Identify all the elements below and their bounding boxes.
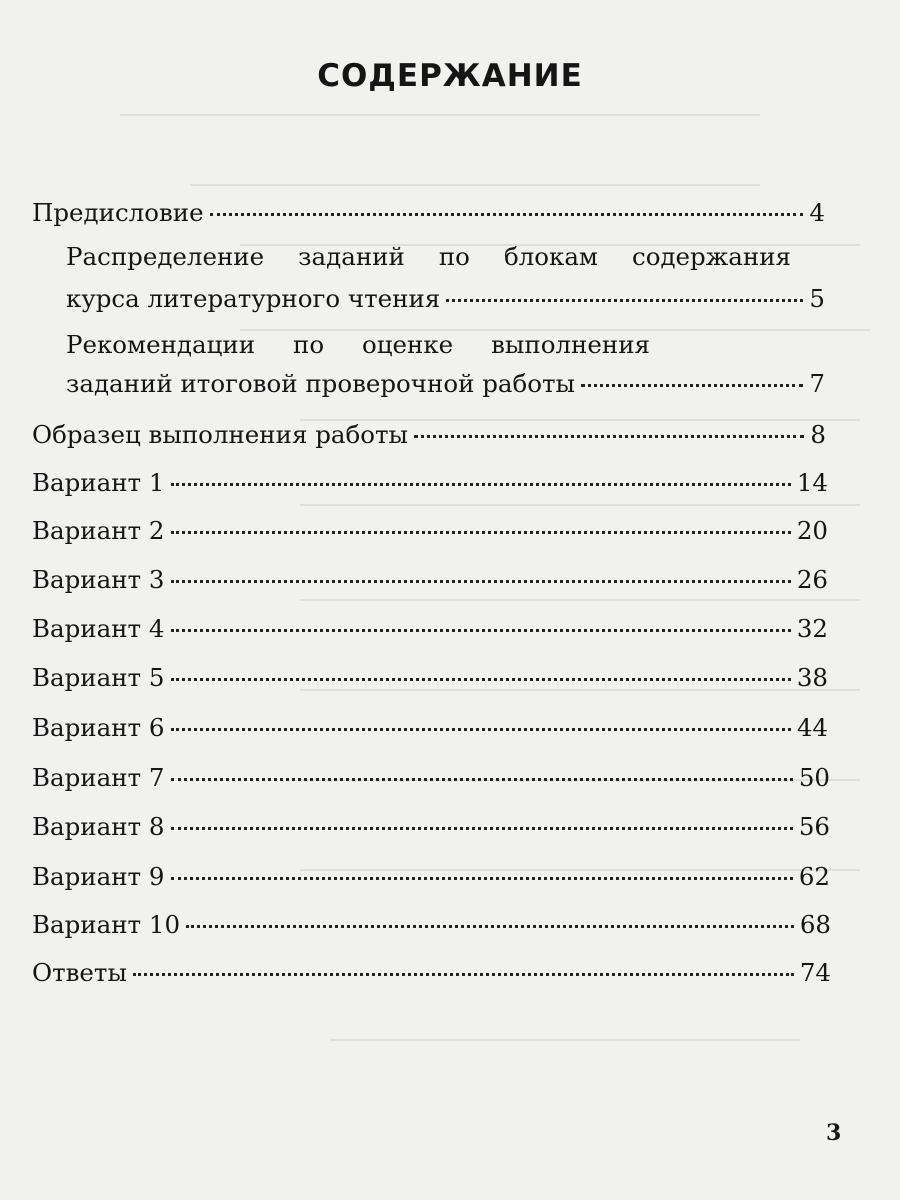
toc-page-number: 38 xyxy=(796,663,828,692)
toc-label: Вариант 9 xyxy=(32,862,165,891)
toc-label: заданий итоговой проверочной работы xyxy=(66,369,576,398)
toc-page-number: 4 xyxy=(809,198,825,227)
dot-leader xyxy=(186,925,794,928)
toc-label: Вариант 7 xyxy=(32,763,165,792)
dot-leader xyxy=(171,531,791,534)
page-number: 3 xyxy=(826,1120,842,1146)
toc-word: заданий xyxy=(298,242,405,271)
toc-page-number: 74 xyxy=(799,958,831,987)
toc-label: Вариант 6 xyxy=(32,713,165,742)
toc-entry-recommendations-line1 xyxy=(66,330,650,360)
toc-entry-variant[interactable] xyxy=(32,614,828,644)
toc-label: Вариант 5 xyxy=(32,663,165,692)
toc-entry-sample[interactable] xyxy=(32,420,826,450)
toc-entry-distribution[interactable] xyxy=(66,284,825,314)
toc-label: Вариант 3 xyxy=(32,565,165,594)
toc-entry-variant[interactable] xyxy=(32,468,828,498)
dot-leader xyxy=(210,213,804,216)
toc-page-number: 56 xyxy=(798,812,830,841)
dot-leader xyxy=(171,778,793,781)
toc-page-number: 14 xyxy=(796,468,828,497)
dot-leader xyxy=(171,629,791,632)
toc-entry-distribution-line1 xyxy=(66,242,791,272)
dot-leader xyxy=(171,827,793,830)
toc-entry-variant[interactable] xyxy=(32,812,830,842)
toc-label: Предисловие xyxy=(32,198,204,227)
toc-entry-variant[interactable] xyxy=(32,910,831,940)
dot-leader xyxy=(171,728,791,731)
toc-page-number: 26 xyxy=(796,565,828,594)
toc-page-number: 68 xyxy=(799,910,831,939)
toc-label: курса литературного чтения xyxy=(66,284,441,313)
toc-label: Вариант 1 xyxy=(32,468,165,497)
toc-entry-recommendations[interactable] xyxy=(66,369,825,399)
toc-word: оценке xyxy=(362,330,454,359)
toc-entry-variant[interactable] xyxy=(32,565,828,595)
toc-word: блокам xyxy=(503,242,598,271)
toc-label: Вариант 10 xyxy=(32,910,181,939)
toc-page-number: 50 xyxy=(798,763,830,792)
toc-page-number: 8 xyxy=(810,420,826,449)
toc-word: Рекомендации xyxy=(66,330,256,359)
toc-page-number: 44 xyxy=(796,713,828,742)
toc-label: Вариант 4 xyxy=(32,614,165,643)
toc-entry-variant[interactable] xyxy=(32,713,828,743)
page-title: СОДЕРЖАНИЕ xyxy=(317,58,583,94)
toc-word: по xyxy=(438,242,470,271)
toc-label: Ответы xyxy=(32,958,127,987)
dot-leader xyxy=(414,435,804,438)
toc-label: Вариант 8 xyxy=(32,812,165,841)
toc-page-number: 20 xyxy=(796,516,828,545)
toc-word: по xyxy=(292,330,325,359)
toc-word: Распределение xyxy=(66,242,265,271)
toc-entry-answers[interactable] xyxy=(32,958,831,988)
dot-leader xyxy=(171,877,793,880)
toc-label: Образец выполнения работы xyxy=(32,420,409,449)
toc-word: выполнения xyxy=(491,330,650,359)
toc-entry-variant[interactable] xyxy=(32,862,830,892)
toc-word: содержания xyxy=(632,242,791,271)
dot-leader xyxy=(581,384,803,387)
toc-entry-preface[interactable] xyxy=(32,198,825,228)
toc-page-number: 32 xyxy=(796,614,828,643)
dot-leader xyxy=(171,678,791,681)
dot-leader xyxy=(171,580,791,583)
dot-leader xyxy=(171,483,791,486)
toc-page-number: 7 xyxy=(809,369,825,398)
dot-leader xyxy=(133,973,794,976)
toc-page-number: 5 xyxy=(809,284,825,313)
toc-entry-variant[interactable] xyxy=(32,763,830,793)
toc-page-number: 62 xyxy=(798,862,830,891)
dot-leader xyxy=(446,299,803,302)
toc-entry-variant[interactable] xyxy=(32,516,828,546)
toc-entry-variant[interactable] xyxy=(32,663,828,693)
toc-label: Вариант 2 xyxy=(32,516,165,545)
